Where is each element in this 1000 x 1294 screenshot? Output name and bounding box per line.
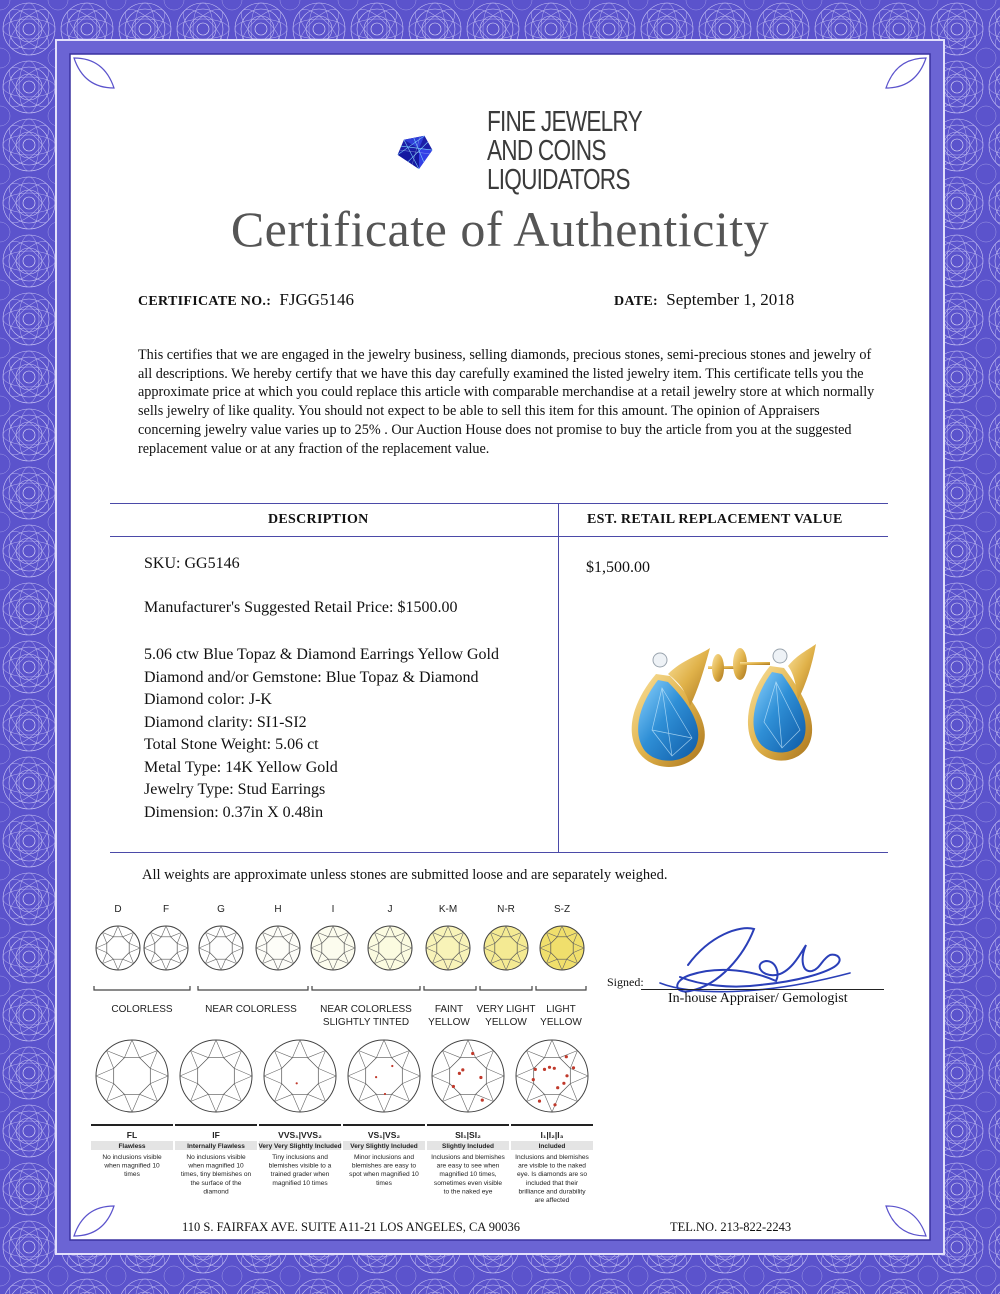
clarity-description: magnified 10 times	[272, 1179, 328, 1187]
color-grade-diamond	[256, 926, 300, 970]
inclusion-mark	[479, 1076, 482, 1079]
table-column-divider	[558, 503, 559, 852]
clarity-description: times, tiny blemishes on	[180, 1171, 252, 1179]
clarity-rule	[511, 1124, 593, 1126]
clarity-description: diamond	[203, 1188, 229, 1196]
clarity-name: Slightly Included	[441, 1143, 495, 1150]
clarity-grade: IF	[212, 1130, 220, 1140]
clarity-name: Flawless	[118, 1143, 146, 1150]
inclusion-mark	[556, 1086, 559, 1089]
clarity-grade: SI₁|SI₂	[455, 1130, 481, 1140]
clarity-description: to the naked eye	[443, 1188, 493, 1196]
color-group-bracket	[198, 986, 308, 990]
color-grade-diamond	[96, 926, 140, 970]
color-group-label: YELLOW	[428, 1017, 470, 1028]
clarity-description: brilliance and durability	[518, 1188, 586, 1196]
clarity-description: spot when magnified 10	[349, 1171, 419, 1179]
clarity-diamond	[96, 1040, 168, 1112]
inclusion-mark	[548, 1066, 551, 1069]
inclusion-mark	[471, 1052, 474, 1055]
clarity-diamond	[264, 1040, 336, 1112]
clarity-rule	[91, 1124, 173, 1126]
clarity-description: No inclusions visible	[186, 1154, 246, 1161]
clarity-description: eye. Is diamonds are so	[516, 1171, 588, 1179]
clarity-name: Very Slightly Included	[350, 1143, 418, 1150]
logo-gem-icon	[396, 108, 491, 200]
sku: SKU: GG5146	[144, 555, 240, 572]
color-grade-label: N-R	[497, 904, 515, 915]
page-title: Certificate of Authenticity	[230, 201, 770, 257]
inclusion-mark	[565, 1055, 568, 1058]
detail-line: Diamond and/or Gemstone: Blue Topaz & Diamond	[144, 668, 479, 686]
earrings-image	[612, 630, 834, 782]
grading-scale-chart	[86, 898, 598, 1218]
color-group-label: COLORLESS	[111, 1004, 173, 1015]
footer-phone: TEL.NO. 213-822-2243	[670, 1220, 792, 1234]
certificate-date-value: September 1, 2018	[666, 290, 795, 309]
clarity-description: No inclusions visible	[102, 1154, 162, 1161]
color-grade-diamond	[199, 926, 243, 970]
detail-line: Diamond color: J-K	[144, 691, 272, 708]
clarity-description: are affected	[534, 1197, 570, 1204]
color-grade-diamond	[311, 926, 355, 970]
color-group-label: NEAR COLORLESS	[320, 1004, 412, 1015]
clarity-name: Internally Flawless	[187, 1143, 245, 1150]
inclusion-mark	[538, 1100, 541, 1103]
clarity-description: Inclusions and blemishes	[431, 1154, 505, 1161]
clarity-description: blemishes visible to a	[268, 1162, 332, 1170]
color-group-label: LIGHT	[546, 1004, 576, 1015]
color-grade-diamond	[144, 926, 188, 970]
inclusion-mark	[461, 1068, 464, 1071]
color-group-label: YELLOW	[485, 1017, 527, 1028]
clarity-rule	[427, 1124, 509, 1126]
clarity-diamond	[516, 1040, 588, 1112]
color-group-bracket	[480, 986, 532, 990]
color-group-label: FAINT	[434, 1004, 464, 1015]
weights-note: All weights are approximate unless stones are submitted loose and are separately weighed.	[142, 867, 668, 883]
color-grade-label: J	[387, 904, 393, 915]
clarity-diamond	[348, 1040, 420, 1112]
clarity-description: when magnified 10	[104, 1162, 160, 1170]
inclusion-mark	[553, 1067, 556, 1070]
clarity-description: sometimes even visible	[433, 1179, 503, 1187]
clarity-grade: VS₁|VS₂	[367, 1130, 401, 1140]
clarity-grade: VVS₁|VVS₂	[278, 1130, 322, 1140]
color-grade-label: D	[114, 904, 122, 915]
inclusion-mark	[543, 1068, 546, 1071]
brand-line-3: LIQUIDATORS	[487, 164, 630, 196]
inclusion-mark	[532, 1078, 535, 1081]
clarity-description: magnified 10 times,	[439, 1171, 497, 1179]
color-grade-label: S-Z	[553, 904, 571, 915]
detail-line: Total Stone Weight: 5.06 ct	[144, 736, 319, 753]
color-group-label: VERY LIGHT	[476, 1004, 536, 1015]
inclusion-mark	[572, 1066, 575, 1069]
table-bottom-rule	[110, 852, 888, 853]
color-grade-diamond	[426, 926, 470, 970]
color-grade-diamond	[368, 926, 412, 970]
inclusion-mark	[391, 1065, 393, 1067]
clarity-grade: FL	[126, 1130, 138, 1140]
detail-line: Dimension: 0.37in X 0.48in	[144, 803, 324, 821]
clarity-description: included that their	[525, 1179, 579, 1187]
inclusion-mark	[296, 1082, 298, 1084]
signed-label: Signed:	[607, 975, 644, 989]
brand-line-1: FINE JEWELRY	[487, 106, 642, 138]
appraiser-role: In-house Appraiser/ Gemologist	[668, 991, 848, 1006]
color-grade-label: G	[217, 904, 225, 915]
inclusion-mark	[375, 1076, 377, 1078]
clarity-rule	[343, 1124, 425, 1126]
clarity-description: Tiny inclusions and	[272, 1154, 328, 1161]
clarity-description: when magnified 10	[188, 1162, 244, 1170]
clarity-diamond	[432, 1040, 504, 1112]
inclusion-mark	[565, 1074, 568, 1077]
certificate-number-value: FJGG5146	[279, 290, 355, 309]
inclusion-mark	[452, 1085, 455, 1088]
color-grade-label: K-M	[438, 904, 458, 915]
clarity-description: are visible to the naked	[518, 1162, 586, 1170]
color-grade-label: F	[162, 904, 170, 915]
color-grade-diamond	[484, 926, 528, 970]
color-group-label: YELLOW	[540, 1017, 582, 1028]
color-group-label: NEAR COLORLESS	[205, 1004, 297, 1015]
replacement-value: $1,500.00	[586, 559, 650, 576]
color-group-bracket	[312, 986, 420, 990]
certificate-date	[614, 290, 794, 310]
footer-address: 110 S. FAIRFAX AVE. SUITE A11-21 LOS ANGELES, CA 90036	[182, 1220, 520, 1234]
clarity-description: Minor inclusions and	[353, 1154, 415, 1161]
certificate-number-label: CERTIFICATE NO.:	[138, 294, 272, 309]
clarity-description: times	[376, 1179, 392, 1187]
clarity-name: Included	[538, 1143, 566, 1150]
color-group-bracket	[94, 986, 190, 990]
inclusion-mark	[534, 1068, 537, 1071]
value-header: EST. RETAIL REPLACEMENT VALUE	[587, 512, 843, 527]
detail-line: Metal Type: 14K Yellow Gold	[144, 758, 338, 776]
color-group-bracket	[424, 986, 476, 990]
intro-paragraph: This certifies that we are engaged in the jewelry business, selling diamonds, precious stones, semi-precious stones and jewelry of all descriptions. We hereby certify that we have this day carefully examined the listed jewelry item. This certificate tells you the approximate price at which you could replace this article with comparable merchandise at a retail jewelry store at which normally sells jewelry of like quality. You should not expect to be able to sell this item for this amount. The opinion of Appraisers concerning jewelry value varies up to 25% . Our Auction House does not promise to buy the article from you at the suggested replacement value or at any fraction of the replacement value.	[138, 347, 875, 457]
color-grade-label: I	[331, 904, 335, 915]
clarity-diamond	[180, 1040, 252, 1112]
clarity-grade: I₁|I₂|I₃	[540, 1130, 564, 1140]
description-header: DESCRIPTION	[268, 512, 369, 527]
msrp: Manufacturer's Suggested Retail Price: $1500.00	[144, 599, 458, 616]
color-group-bracket	[536, 986, 586, 990]
brand-wordmark	[487, 108, 642, 195]
table-top-rule	[110, 503, 888, 504]
table-header-rule	[110, 536, 888, 537]
inclusion-mark	[553, 1103, 556, 1106]
clarity-description: trained grader when	[270, 1171, 330, 1179]
brand-line-2: AND COINS	[487, 135, 606, 167]
color-grade-diamond	[540, 926, 584, 970]
color-grade-label: H	[274, 904, 282, 915]
certificate-number	[138, 290, 354, 310]
inclusion-mark	[562, 1082, 565, 1085]
clarity-description: blemishes are easy to	[351, 1162, 417, 1170]
clarity-description: times	[124, 1171, 140, 1179]
clarity-rule	[259, 1124, 341, 1126]
certificate-date-label: DATE:	[614, 294, 659, 309]
clarity-description: the surface of the	[190, 1179, 242, 1187]
clarity-description: are easy to see when	[436, 1162, 500, 1170]
detail-line: 5.06 ctw Blue Topaz & Diamond Earrings Yellow Gold	[144, 646, 499, 663]
detail-line: Diamond clarity: SI1-SI2	[144, 713, 307, 731]
inclusion-mark	[384, 1093, 386, 1095]
clarity-name: Very Very Slightly Included	[258, 1143, 342, 1150]
detail-line: Jewelry Type: Stud Earrings	[144, 781, 326, 798]
signature-line	[641, 989, 884, 990]
clarity-description: Inclusions and blemishes	[515, 1154, 589, 1161]
inclusion-mark	[458, 1072, 461, 1075]
inclusion-mark	[481, 1099, 484, 1102]
color-group-label: SLIGHTLY TINTED	[322, 1017, 410, 1028]
item-details	[144, 644, 499, 824]
clarity-rule	[175, 1124, 257, 1126]
